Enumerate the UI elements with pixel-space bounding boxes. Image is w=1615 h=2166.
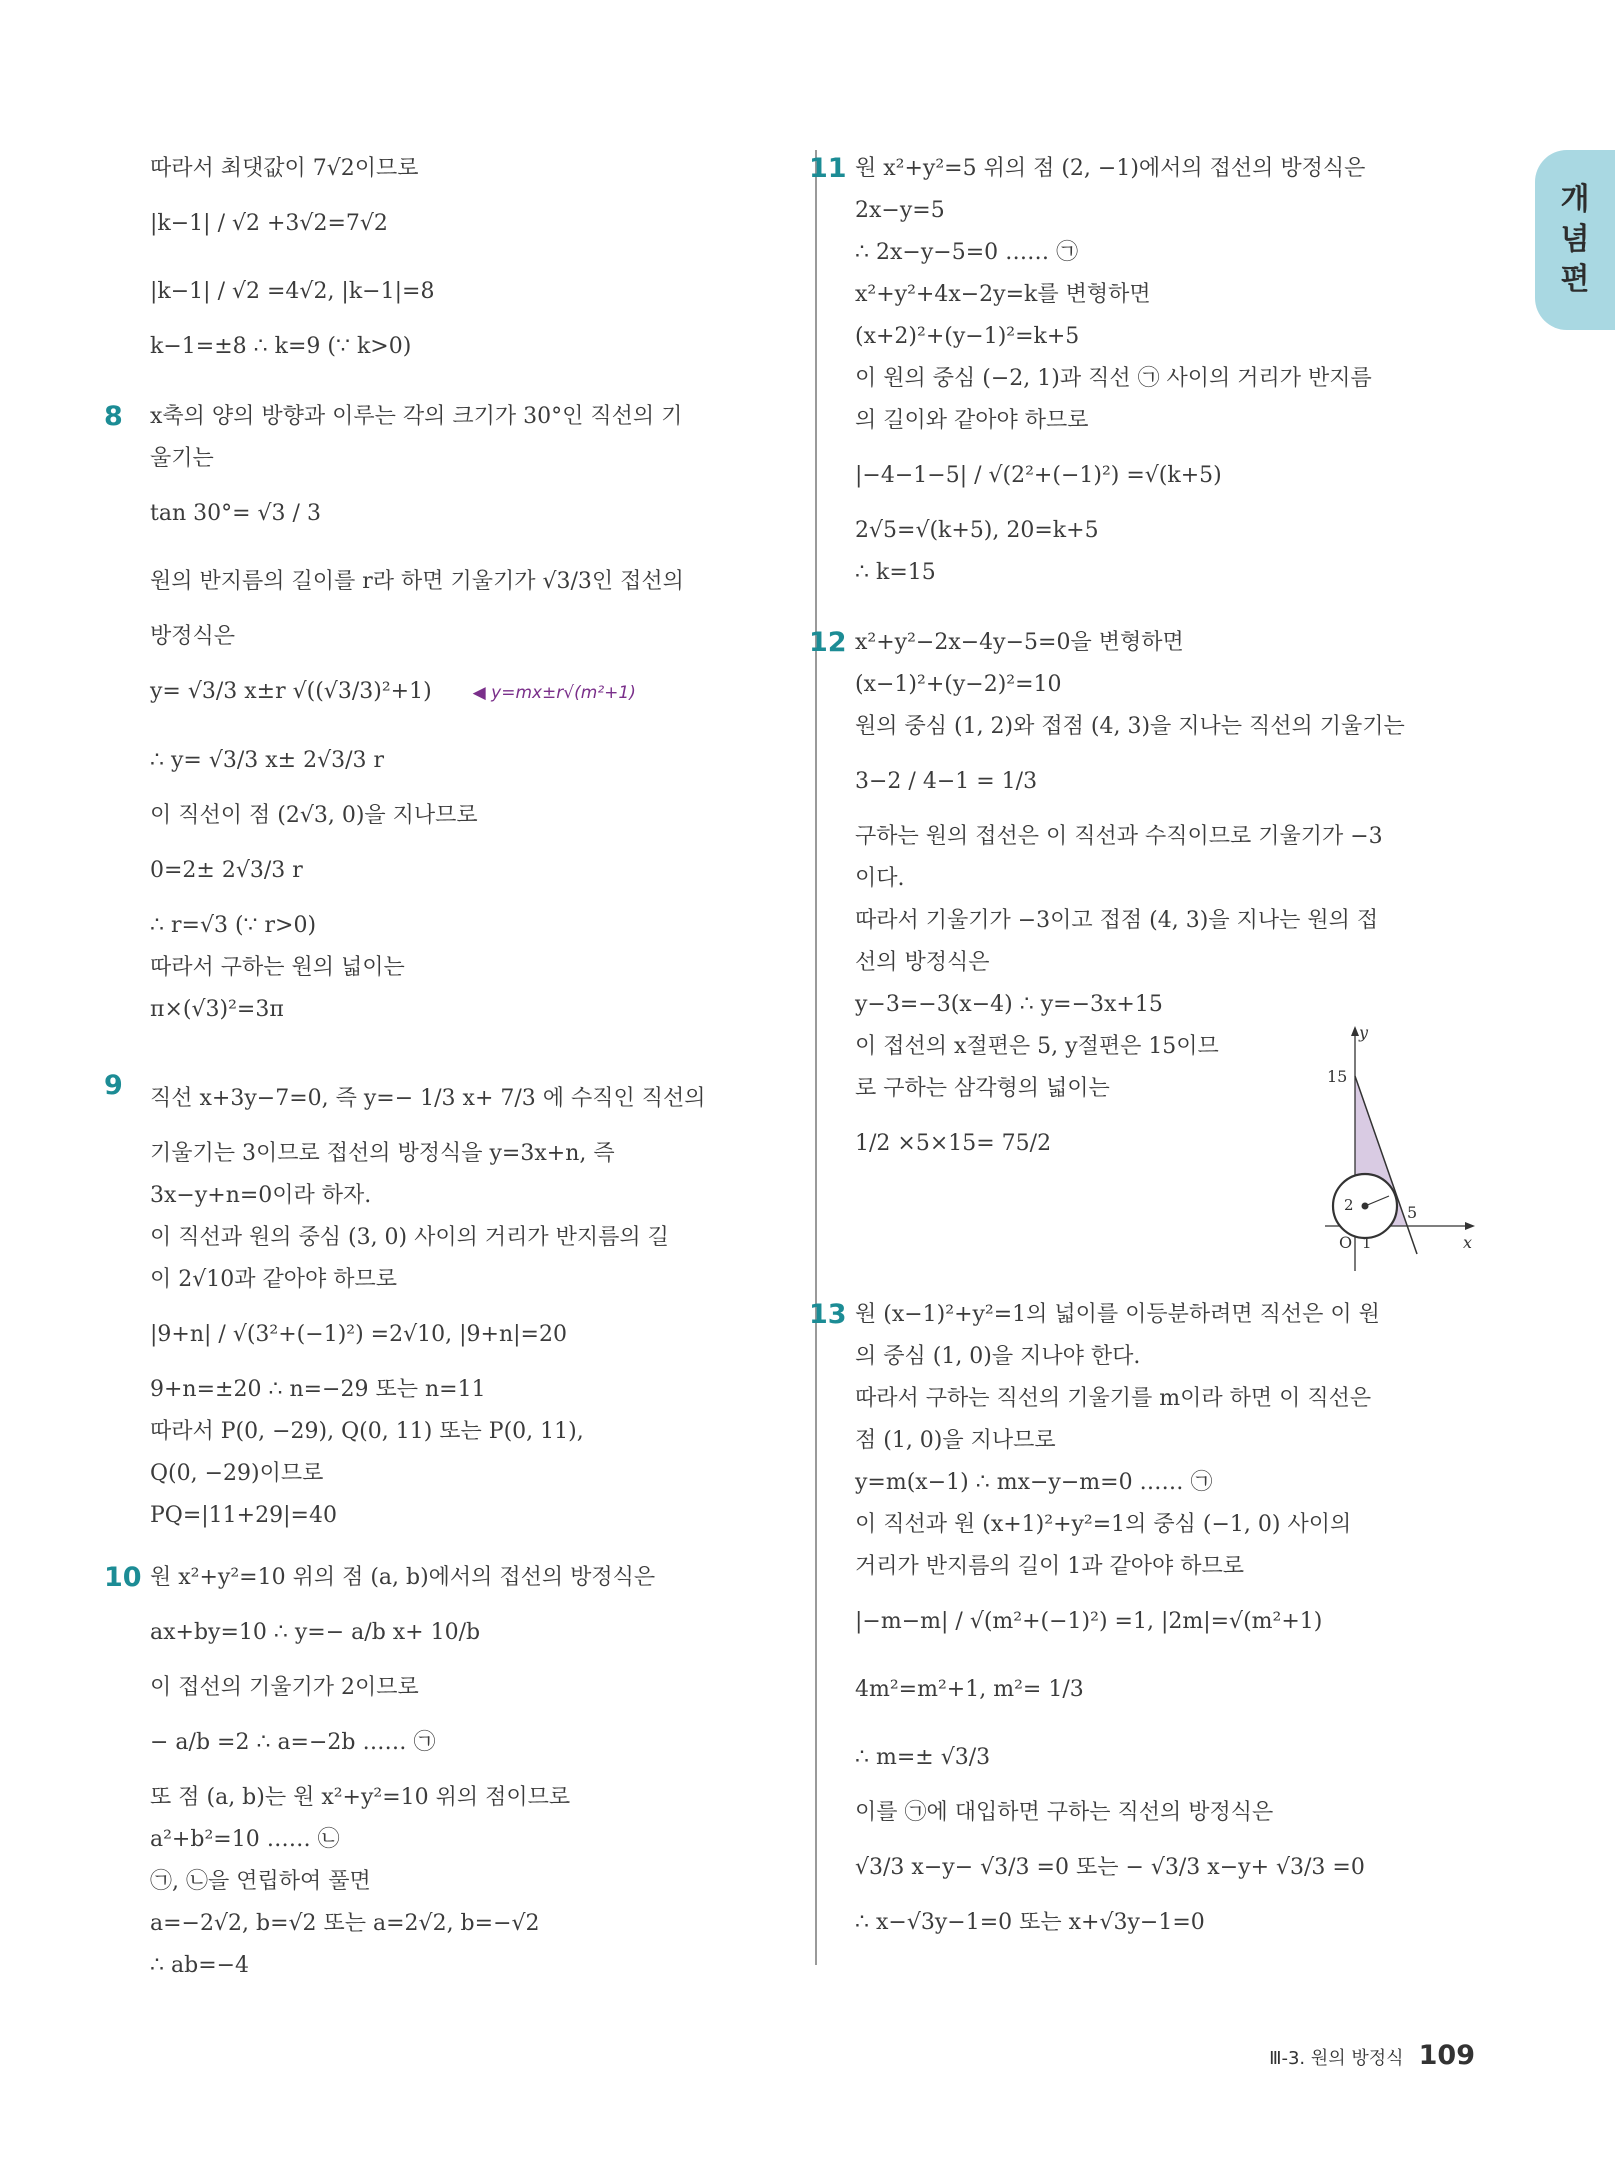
text-line: 이 직선과 원 (x+1)²+y²=1의 중심 (−1, 0) 사이의 [855,1512,1352,1537]
text-line: 기울기는 3이므로 접선의 방정식을 y=3x+n, 즉 [150,1141,615,1166]
text-line: 점 (1, 0)을 지나므로 [855,1428,1056,1453]
text-line: 방정식은 [150,624,236,649]
page-footer [1269,2040,1475,2071]
y-axis-label: y [1359,1026,1369,1042]
problem-number: 12 [809,627,847,658]
text-line: 이다. [855,866,905,891]
side-tab-char: 편 [1560,262,1590,297]
text-line: y−3=−3(x−4) ∴ y=−3x+15 [855,992,1163,1017]
text-line: 원 (x−1)²+y²=1의 넓이를 이등분하려면 직선은 이 원 [855,1302,1380,1327]
text-line: 구하는 원의 접선은 이 직선과 수직이므로 기울기가 −3 [855,824,1383,849]
y-arrow [1351,1026,1359,1036]
text-line: ∴ x−√3y−1=0 또는 x+√3y−1=0 [855,1910,1205,1935]
text-line: x²+y²−2x−4y−5=0을 변형하면 [855,630,1184,655]
text-line: 따라서 최댓값이 7√2이므로 [150,156,419,181]
text-line: 이 직선과 원의 중심 (3, 0) 사이의 거리가 반지름의 길 [150,1225,669,1250]
solution-11 [809,148,1475,594]
text-line: ∴ r=√3 (∵ r>0) [150,913,317,938]
text-line: 9+n=±20 ∴ n=−29 또는 n=11 [150,1377,486,1402]
text-line: 1/2 ×5×15= 75/2 [855,1131,1052,1156]
text-line: 원 x²+y²=5 위의 점 (2, −1)에서의 접선의 방정식은 [855,156,1366,181]
text-line: ax+by=10 ∴ y=− a/b x+ 10/b [150,1620,481,1645]
text-line: − a/b =2 ∴ a=−2b …… ㉠ [150,1730,436,1755]
text-line: 따라서 구하는 원의 넓이는 [150,955,405,980]
text-line: x축의 양의 방향과 이루는 각의 크기가 30°인 직선의 기 [150,404,683,429]
center-x-label: 1 [1362,1234,1372,1252]
text-line: 원의 중심 (1, 2)와 접점 (4, 3)을 지나는 직선의 기울기는 [855,714,1405,739]
solution-10 [104,1557,790,1987]
center-point [1362,1203,1369,1210]
text-line: 4m²=m²+1, m²= 1/3 [855,1677,1084,1702]
text-line: ∴ y= √3/3 x± 2√3/3 r [150,748,385,773]
text-line: a²+b²=10 …… ㉡ [150,1827,340,1852]
text-line: π×(√3)²=3π [150,997,284,1022]
text-line: 원 x²+y²=10 위의 점 (a, b)에서의 접선의 방정식은 [150,1565,656,1590]
text-line: 의 길이와 같아야 하므로 [855,408,1089,433]
problem-number: 13 [809,1299,847,1330]
column-divider [815,150,817,1965]
text-line: 2√5=√(k+5), 20=k+5 [855,518,1099,543]
text-line: 2x−y=5 [855,198,945,223]
text-line: x²+y²+4x−2y=k를 변형하면 [855,282,1151,307]
text-line: 이 직선이 점 (2√3, 0)을 지나므로 [150,803,478,828]
solution-12 [809,622,1475,1268]
x-arrow [1465,1222,1475,1230]
x-intercept-label: 5 [1407,1203,1418,1222]
text-line: |9+n| / √(3²+(−1)²) =2√10, |9+n|=20 [150,1322,567,1347]
text-line: 이 2√10과 같아야 하므로 [150,1267,398,1292]
text-line: 이 원의 중심 (−2, 1)과 직선 ㉠ 사이의 거리가 반지름 [855,366,1372,391]
text-line: ∴ m=± √3/3 [855,1745,991,1770]
text-line: ㉠, ㉡을 연립하여 풀면 [150,1869,371,1894]
text-line: (x−1)²+(y−2)²=10 [855,672,1062,697]
text-line: |−4−1−5| / √(2²+(−1)²) =√(k+5) [855,463,1222,488]
text-line: a=−2√2, b=√2 또는 a=2√2, b=−√2 [150,1911,540,1936]
side-tab-char: 념 [1560,222,1590,257]
text-line: 의 중심 (1, 0)을 지나야 한다. [855,1344,1141,1369]
solution-8 [104,396,790,1031]
text-line: ∴ ab=−4 [150,1953,250,1978]
text-line: 직선 x+3y−7=0, 즉 y=− 1/3 x+ 7/3 에 수직인 직선의 [150,1086,706,1111]
formula-note: ◀ y=mx±r√(m²+1) [472,683,636,703]
page-number: 109 [1418,2040,1475,2071]
text-line: 따라서 P(0, −29), Q(0, 11) 또는 P(0, 11), [150,1419,584,1444]
text-line: √3/3 x−y− √3/3 =0 또는 − √3/3 x−y+ √3/3 =0 [855,1855,1365,1880]
problem-number: 9 [104,1070,123,1101]
equation: y= √3/3 x±r √((√3/3)²+1) [150,679,432,704]
text-line: Q(0, −29)이므로 [150,1461,324,1486]
text-line: 선의 방정식은 [855,950,990,975]
text-line: 이 접선의 기울기가 2이므로 [150,1675,419,1700]
text-line: k−1=±8 ∴ k=9 (∵ k>0) [150,334,412,359]
text-line: 울기는 [150,446,214,471]
problem-number: 8 [104,401,123,432]
solution-9 [104,1065,790,1537]
solution-continued [150,148,790,368]
side-tab-char: 개 [1560,182,1590,217]
center-y-label: 2 [1344,1196,1354,1214]
figure-area [855,1026,1475,1268]
text-line: ∴ 2x−y−5=0 …… ㉠ [855,240,1079,265]
tangent-triangle-figure [1325,1026,1475,1276]
x-axis-label: x [1463,1233,1473,1252]
text-line: (x+2)²+(y−1)²=k+5 [855,324,1080,349]
solution-13 [809,1294,1475,1944]
problem-number: 11 [809,153,847,184]
text-line: 0=2± 2√3/3 r [150,858,303,883]
text-line: 또 점 (a, b)는 원 x²+y²=10 위의 점이므로 [150,1785,571,1810]
text-line: 3x−y+n=0이라 하자. [150,1183,372,1208]
y-intercept-label: 15 [1327,1067,1348,1086]
text-line: y=m(x−1) ∴ mx−y−m=0 …… ㉠ [855,1470,1213,1495]
text-line: PQ=|11+29|=40 [150,1503,337,1528]
text-line: 거리가 반지름의 길이 1과 같아야 하므로 [855,1554,1244,1579]
text-line: 따라서 구하는 직선의 기울기를 m이라 하면 이 직선은 [855,1386,1372,1411]
text-line: 이 접선의 x절편은 5, y절편은 15이므 [855,1034,1219,1059]
text-line: 원의 반지름의 길이를 r라 하면 기울기가 √3/3인 접선의 [150,569,684,594]
side-tab [1535,150,1615,330]
text-line: |k−1| / √2 =4√2, |k−1|=8 [150,279,435,304]
text-line: 따라서 기울기가 −3이고 접점 (4, 3)을 지나는 원의 접 [855,908,1379,933]
left-column [104,148,790,1987]
equation-line [150,658,790,727]
text-line: 이를 ㉠에 대입하면 구하는 직선의 방정식은 [855,1800,1274,1825]
text-line: |k−1| / √2 +3√2=7√2 [150,211,388,236]
problem-number: 10 [104,1562,142,1593]
text-line: ∴ k=15 [855,560,936,585]
text-line: tan 30°= √3 / 3 [150,501,321,526]
origin-label: O [1339,1233,1353,1252]
section-label: Ⅲ-3. 원의 방정식 [1269,2048,1404,2069]
text-line: 로 구하는 삼각형의 넓이는 [855,1076,1110,1101]
right-column [809,148,1475,1944]
text-line: 3−2 / 4−1 = 1/3 [855,769,1038,794]
text-line: |−m−m| / √(m²+(−1)²) =1, |2m|=√(m²+1) [855,1609,1323,1634]
